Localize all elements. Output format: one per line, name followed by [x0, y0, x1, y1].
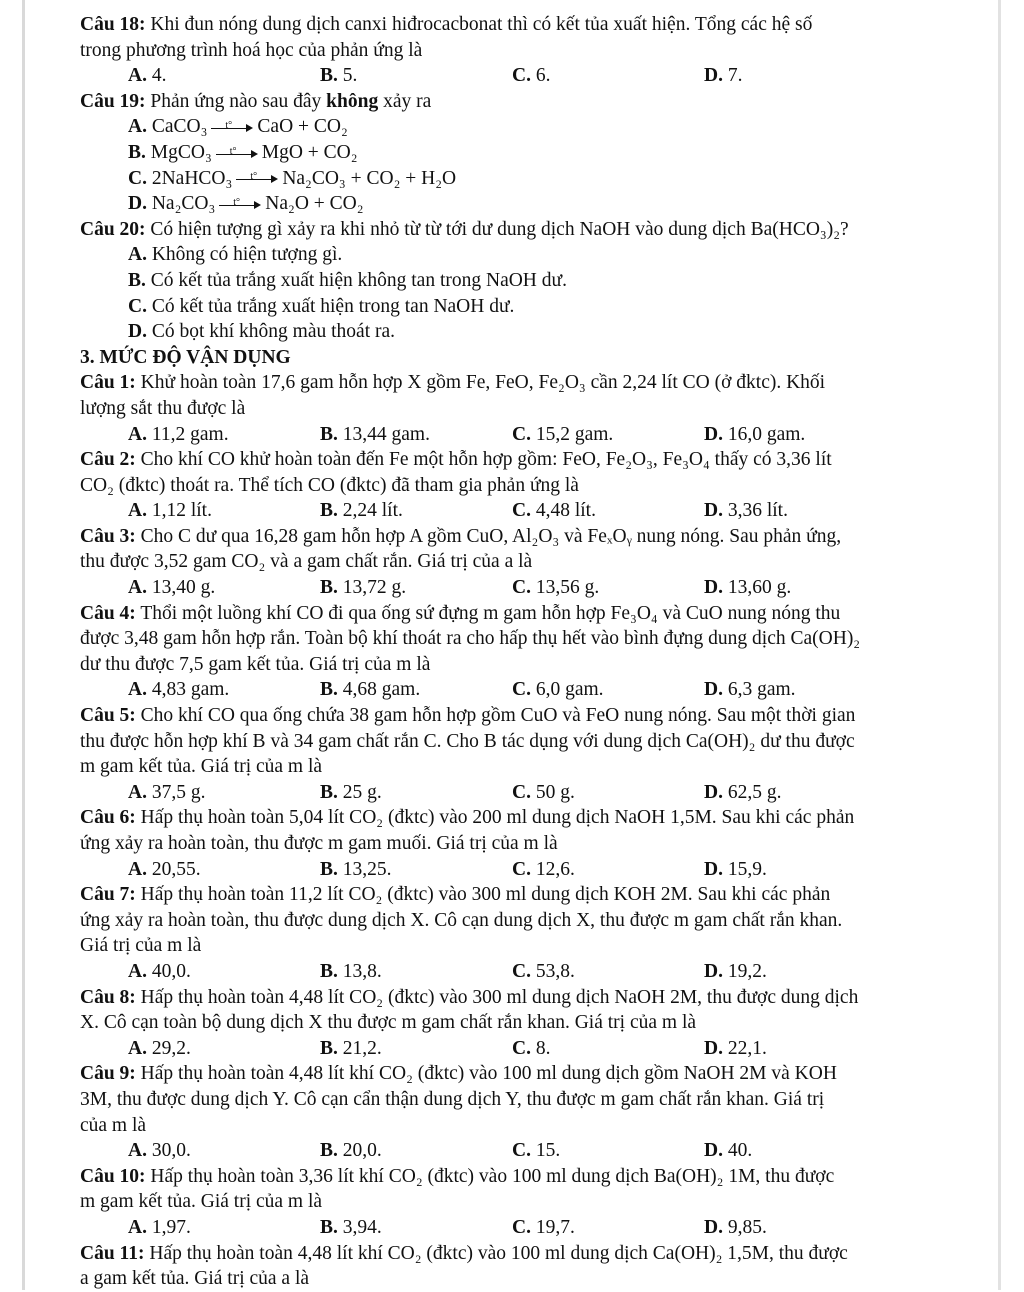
question-10-options — [80, 1215, 960, 1241]
text: C. — [128, 167, 147, 189]
equation-b — [80, 140, 960, 166]
text: Có kết tủa trắng xuất hiện trong tan NaOH dư. — [151, 295, 515, 317]
option-c — [512, 1138, 560, 1164]
option-d — [704, 1036, 767, 1062]
text: Cho khí CO qua ống chứa 38 gam hỗn hợp gồm CuO và FeO nung nóng. Sau một thời gian — [140, 705, 856, 727]
text: D. — [704, 577, 723, 599]
text: MgCO₃ — [150, 141, 212, 163]
option-c — [512, 1036, 550, 1062]
text: D. — [704, 65, 723, 87]
text: 11,2 gam. — [151, 423, 229, 445]
option-c — [512, 1215, 575, 1241]
text: A. — [128, 1037, 147, 1059]
text: 40,0. — [151, 960, 191, 982]
text: 15,9. — [727, 858, 767, 880]
option-d — [704, 1215, 767, 1241]
option-c — [512, 677, 604, 703]
text: 3,36 lít. — [727, 500, 788, 522]
text: 7. — [727, 65, 743, 87]
text: 4,68 gam. — [342, 679, 421, 701]
text: 13,8. — [342, 960, 382, 982]
text: C. — [512, 858, 531, 880]
text: Câu 11: — [80, 1242, 145, 1264]
text: 62,5 g. — [727, 781, 782, 803]
text: Na₂O + CO₂ — [265, 193, 364, 215]
question-1-options — [80, 422, 960, 448]
text: MgO + CO₂ — [261, 141, 358, 163]
text: D. — [704, 500, 723, 522]
page-edge-right — [998, 0, 1001, 1290]
question-1-line-1 — [80, 370, 960, 396]
text: D. — [704, 423, 723, 445]
heat-arrow-icon — [236, 173, 278, 185]
text: 3,94. — [342, 1216, 382, 1238]
question-10-line-1 — [80, 1164, 960, 1190]
option-b — [80, 268, 960, 294]
text: Câu 3: — [80, 525, 136, 547]
option-d — [704, 959, 767, 985]
question-5-line-1 — [80, 703, 960, 729]
text: 13,72 g. — [342, 577, 407, 599]
option-a — [128, 422, 229, 448]
text: A. — [128, 423, 147, 445]
text: t° — [229, 145, 237, 157]
text: Thổi một luồng khí CO đi qua ống sứ đựng m gam hỗn hợp Fe₃O₄ và CuO nung nóng thu — [140, 602, 841, 624]
question-5-line-3: m gam kết tủa. Giá trị của m là — [80, 756, 323, 778]
question-2-line-2: CO₂ (đktc) thoát ra. Thể tích CO (đktc) đã tham gia phản ứng là — [80, 474, 579, 496]
question-9-line-2: 3M, thu được dung dịch Y. Cô cạn cẩn thận dung dịch Y, thu được m gam chất rắn khan. Giá trị — [80, 1088, 825, 1110]
text: C. — [512, 1140, 531, 1162]
text: C. — [512, 577, 531, 599]
option-b — [320, 857, 392, 883]
option-d — [80, 319, 960, 345]
option-a — [128, 857, 201, 883]
option-b — [320, 780, 382, 806]
text: 6,0 gam. — [535, 679, 604, 701]
option-c — [512, 63, 550, 89]
option-a — [128, 63, 166, 89]
text: xảy ra — [383, 90, 432, 112]
question-6-line-1 — [80, 805, 960, 831]
option-b — [320, 1215, 382, 1241]
text: Câu 20: — [80, 218, 146, 240]
option-c — [512, 422, 613, 448]
text: 53,8. — [535, 960, 575, 982]
text: 29,2. — [151, 1037, 191, 1059]
text: 5. — [342, 65, 358, 87]
text: Cho C dư qua 16,28 gam hỗn hợp A gồm CuO, Al₂O₃ và FeₓOᵧ nung nóng. Sau phản ứng, — [140, 525, 842, 547]
option-b — [320, 422, 430, 448]
text: B. — [128, 269, 146, 291]
text: CaO + CO₂ — [257, 116, 348, 138]
option-a — [128, 959, 191, 985]
text: Không có hiện tượng gì. — [151, 244, 343, 266]
option-d — [704, 422, 805, 448]
text: A. — [128, 858, 147, 880]
text: Câu 1: — [80, 372, 136, 394]
text: Câu 8: — [80, 986, 136, 1008]
text: B. — [320, 1037, 338, 1059]
option-d — [704, 677, 796, 703]
text: D. — [704, 781, 723, 803]
option-b — [320, 1138, 382, 1164]
question-18-options — [80, 63, 960, 89]
text: B. — [320, 1140, 338, 1162]
text: 40. — [727, 1140, 753, 1162]
text: 13,56 g. — [535, 577, 600, 599]
text: Có bọt khí không màu thoát ra. — [151, 321, 396, 343]
text: 4,48 lít. — [535, 500, 596, 522]
text: Hấp thụ hoàn toàn 4,48 lít khí CO₂ (đktc) vào 100 ml dung dịch gồm NaOH 2M và KOH — [140, 1063, 837, 1085]
question-3-options — [80, 575, 960, 601]
question-7-line-1 — [80, 882, 960, 908]
text: 15. — [535, 1140, 561, 1162]
text: C. — [512, 65, 531, 87]
text: 4. — [151, 65, 167, 87]
question-6-line-2: ứng xảy ra hoàn toàn, thu được m gam muối. Giá trị của m là — [80, 833, 558, 854]
text: B. — [320, 781, 338, 803]
text: D. — [704, 858, 723, 880]
question-7-line-3: Giá trị của m là — [80, 935, 202, 957]
option-c — [512, 780, 575, 806]
question-5-options — [80, 780, 960, 806]
text: 13,60 g. — [727, 577, 792, 599]
option-a — [128, 780, 205, 806]
text: Câu 5: — [80, 705, 136, 727]
text: D. — [704, 1037, 723, 1059]
text: C. — [512, 423, 531, 445]
text: B. — [320, 500, 338, 522]
text: B. — [320, 65, 338, 87]
text: Câu 4: — [80, 602, 136, 624]
option-d — [704, 1138, 752, 1164]
equation-d — [80, 191, 960, 217]
option-c — [512, 959, 575, 985]
option-b — [320, 677, 420, 703]
equation-a — [80, 114, 960, 140]
text: 13,40 g. — [151, 577, 216, 599]
question-1-line-2: lượng sắt thu được là — [80, 397, 246, 419]
text: Na₂CO₃ + CO₂ + H₂O — [282, 167, 457, 189]
text: CaCO₃ — [151, 116, 208, 138]
text: 2NaHCO₃ — [151, 167, 233, 189]
text: C. — [512, 781, 531, 803]
text: A. — [128, 65, 147, 87]
text: B. — [320, 960, 338, 982]
text: 30,0. — [151, 1140, 191, 1162]
text: 19,2. — [727, 960, 767, 982]
text: Hấp thụ hoàn toàn 11,2 lít CO₂ (đktc) vào 300 ml dung dịch KOH 2M. Sau khi các phản — [140, 884, 831, 906]
text: 25 g. — [342, 781, 382, 803]
text: Câu 6: — [80, 807, 136, 829]
text: 22,1. — [727, 1037, 767, 1059]
text: B. — [320, 858, 338, 880]
option-b — [320, 575, 406, 601]
question-4-line-2: được 3,48 gam hỗn hợp rắn. Toàn bộ khí thoát ra cho hấp thụ hết vào bình đựng dung dịch Ca(OH)₂ — [80, 628, 861, 650]
option-a — [128, 575, 215, 601]
text: không — [326, 90, 379, 112]
text: Câu 10: — [80, 1165, 146, 1187]
text: B. — [128, 141, 146, 163]
text: A. — [128, 679, 147, 701]
text: C. — [512, 960, 531, 982]
option-c — [512, 857, 575, 883]
question-8-options — [80, 1036, 960, 1062]
text: Có hiện tượng gì xảy ra khi nhỏ từ từ tới dư dung dịch NaOH vào dung dịch Ba(HCO₃)₂? — [150, 218, 849, 240]
question-2-line-1 — [80, 447, 960, 473]
text: 4,83 gam. — [151, 679, 230, 701]
question-7-line-2: ứng xảy ra hoàn toàn, thu được dung dịch X. Cô cạn dung dịch X, thu được m gam chất rắn khan. — [80, 909, 843, 931]
text: Câu 18: — [80, 14, 146, 35]
text: Hấp thụ hoàn toàn 4,48 lít CO₂ (đktc) vào 300 ml dung dịch NaOH 2M, thu được dung dịch — [140, 986, 859, 1008]
text: 6,3 gam. — [727, 679, 796, 701]
option-b — [320, 498, 403, 524]
text: D. — [128, 321, 147, 343]
text: Câu 7: — [80, 884, 136, 906]
option-a — [128, 677, 229, 703]
question-8-line-2: X. Cô cạn toàn bộ dung dịch X thu được m gam chất rắn khan. Giá trị của m là — [80, 1012, 697, 1034]
text: C. — [512, 500, 531, 522]
option-c — [512, 498, 596, 524]
text: t° — [250, 171, 258, 183]
text: 12,6. — [535, 858, 575, 880]
option-b — [320, 1036, 382, 1062]
question-18-line-2: trong phương trình hoá học của phản ứng là — [80, 39, 423, 61]
text: Cho khí CO khử hoàn toàn đến Fe một hỗn hợp gồm: FeO, Fe₂O₃, Fe₃O₄ thấy có 3,36 lít — [140, 449, 832, 471]
text: 50 g. — [535, 781, 575, 803]
question-10-line-2: m gam kết tủa. Giá trị của m là — [80, 1191, 323, 1213]
text: Hấp thụ hoàn toàn 3,36 lít khí CO₂ (đktc) vào 100 ml dung dịch Ba(OH)₂ 1M, thu được — [150, 1165, 835, 1187]
text: A. — [128, 244, 147, 266]
question-11-line-1 — [80, 1241, 960, 1267]
question-9-line-3: của m là — [80, 1114, 147, 1136]
question-5-line-2: thu được hỗn hợp khí B và 34 gam chất rắn C. Cho B tác dụng với dung dịch Ca(OH)₂ dư thu được — [80, 730, 855, 752]
text: A. — [128, 1140, 147, 1162]
heat-arrow-icon — [211, 119, 253, 134]
text: A. — [128, 116, 147, 138]
text: A. — [128, 960, 147, 982]
text: 16,0 gam. — [727, 423, 806, 445]
text: 21,2. — [342, 1037, 382, 1059]
text: 13,25. — [342, 858, 392, 880]
equation-c — [80, 166, 960, 192]
text: D. — [704, 1216, 723, 1238]
text: B. — [320, 1216, 338, 1238]
text: 15,2 gam. — [535, 423, 614, 445]
option-a — [80, 242, 960, 268]
question-2-options — [80, 498, 960, 524]
text: D. — [704, 679, 723, 701]
text: Câu 19: — [80, 90, 146, 112]
option-b — [320, 63, 357, 89]
text: A. — [128, 500, 147, 522]
text: Câu 2: — [80, 449, 136, 471]
text: Hấp thụ hoàn toàn 4,48 lít khí CO₂ (đktc) vào 100 ml dung dịch Ca(OH)₂ 1,5M, thu được — [149, 1242, 848, 1264]
text: D. — [704, 1140, 723, 1162]
option-d — [704, 857, 767, 883]
question-11-line-2: a gam kết tủa. Giá trị của a là — [80, 1268, 310, 1290]
text: D. — [704, 960, 723, 982]
text: C. — [512, 1216, 531, 1238]
option-a — [128, 1215, 191, 1241]
text: 20,55. — [151, 858, 201, 880]
question-18-line-1 — [80, 12, 960, 38]
question-4-options — [80, 677, 960, 703]
text: A. — [128, 577, 147, 599]
option-b — [320, 959, 382, 985]
heat-arrow-icon — [216, 145, 258, 160]
text: A. — [128, 1216, 147, 1238]
text: 2,24 lít. — [342, 500, 403, 522]
text: 6. — [535, 65, 551, 87]
question-9-options — [80, 1138, 960, 1164]
option-d — [704, 63, 742, 89]
question-8-line-1 — [80, 985, 960, 1011]
text: 13,44 gam. — [342, 423, 430, 445]
text: Hấp thụ hoàn toàn 5,04 lít CO₂ (đktc) vào 200 ml dung dịch NaOH 1,5M. Sau khi các phản — [140, 807, 855, 829]
text: 20,0. — [342, 1140, 382, 1162]
section-heading: 3. MỨC ĐỘ VẬN DỤNG — [80, 346, 291, 368]
option-d — [704, 575, 791, 601]
document-content — [80, 12, 960, 1292]
option-d — [704, 780, 781, 806]
text: 9,85. — [727, 1216, 767, 1238]
text: Phản ứng nào sau đây — [150, 90, 322, 112]
text: C. — [512, 679, 531, 701]
text: A. — [128, 781, 147, 803]
option-c — [80, 294, 960, 320]
option-a — [128, 1138, 191, 1164]
text: C. — [128, 295, 147, 317]
text: 37,5 g. — [151, 781, 206, 803]
text: 1,97. — [151, 1216, 191, 1238]
question-19-line-1 — [80, 89, 960, 115]
question-4-line-1 — [80, 601, 960, 627]
heat-arrow-icon — [219, 196, 261, 211]
text: Khi đun nóng dung dịch canxi hiđrocacbonat thì có kết tủa xuất hiện. Tổng các hệ số — [150, 14, 813, 35]
text: B. — [320, 679, 338, 701]
option-a — [128, 1036, 191, 1062]
text: Khử hoàn toàn 17,6 gam hỗn hợp X gồm Fe, FeO, Fe₂O₃ cần 2,24 lít CO (ở đktc). Khối — [140, 372, 826, 394]
question-6-options — [80, 857, 960, 883]
page-edge-left — [22, 0, 25, 1290]
text: 1,12 lít. — [151, 500, 212, 522]
text: Câu 9: — [80, 1063, 136, 1085]
text: D. — [128, 193, 147, 215]
question-4-line-3: dư thu được 7,5 gam kết tủa. Giá trị của m là — [80, 653, 431, 675]
text: 8. — [535, 1037, 551, 1059]
text: B. — [320, 423, 338, 445]
question-9-line-1 — [80, 1061, 960, 1087]
option-a — [128, 498, 212, 524]
text: t° — [225, 119, 233, 131]
text: Có kết tủa trắng xuất hiện không tan trong NaOH dư. — [150, 269, 567, 291]
text: B. — [320, 577, 338, 599]
text: C. — [512, 1037, 531, 1059]
option-c — [512, 575, 599, 601]
question-3-line-2: thu được 3,52 gam CO₂ và a gam chất rắn. Giá trị của a là — [80, 551, 533, 573]
text: Na₂CO₃ — [151, 193, 216, 215]
question-7-options — [80, 959, 960, 985]
text: t° — [233, 196, 241, 208]
question-20-line-1 — [80, 217, 960, 243]
option-d — [704, 498, 788, 524]
text: 19,7. — [535, 1216, 575, 1238]
question-3-line-1 — [80, 524, 960, 550]
